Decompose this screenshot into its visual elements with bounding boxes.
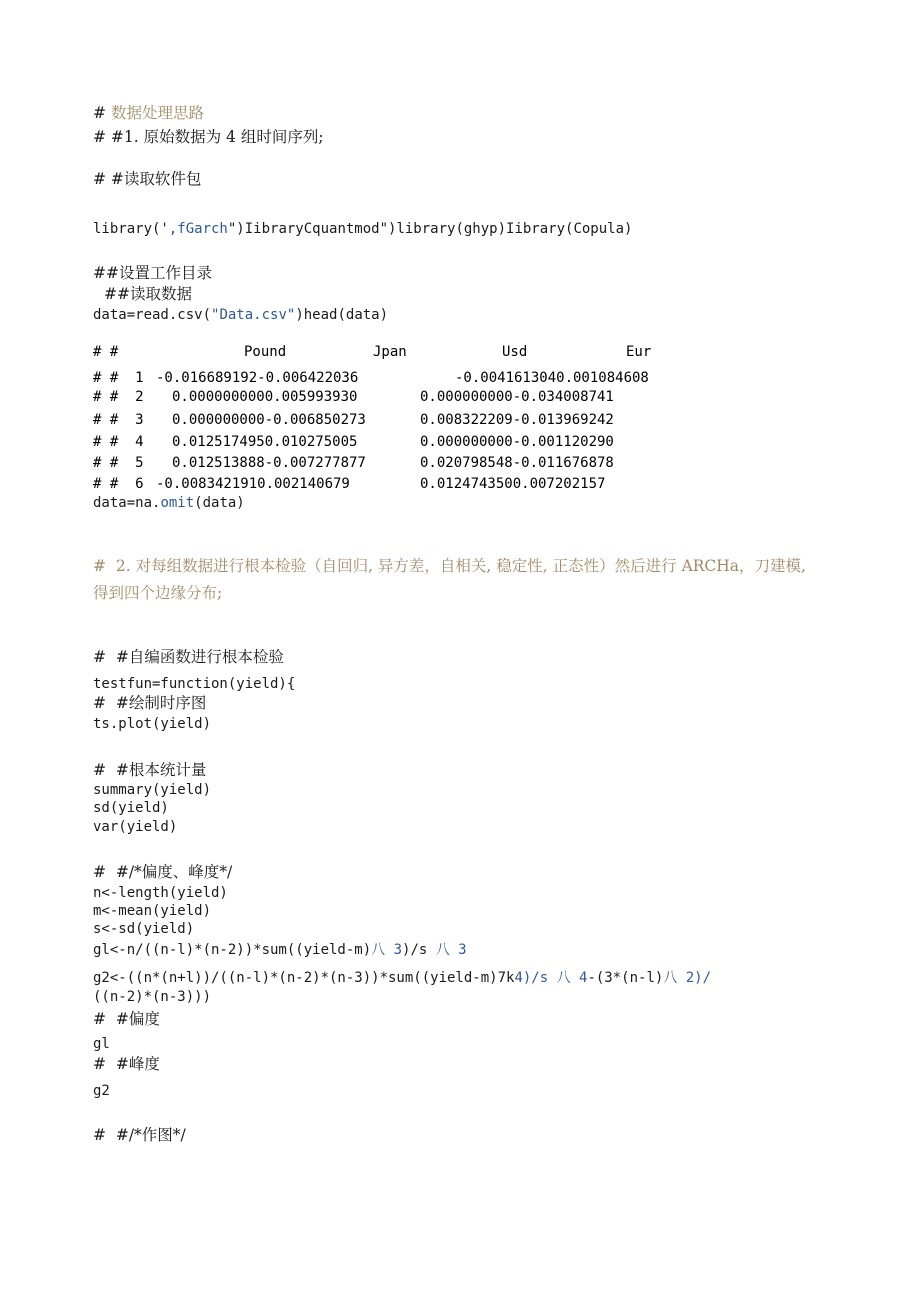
- hash-mark: #: [93, 557, 106, 575]
- code-power: 八 4: [556, 970, 588, 986]
- code-fragment: (data): [194, 495, 245, 511]
- row-prefix: # # 5: [93, 455, 144, 471]
- table-header-cell: Eur: [626, 344, 652, 360]
- code-g2: g2: [93, 1083, 110, 1099]
- comment-read-packages: # #读取软件包: [93, 170, 202, 188]
- code-fragment: )head(data): [295, 307, 389, 323]
- heading-text: 数据处理思路: [110, 104, 204, 122]
- table-row: [0, 476, 920, 494]
- table-header-cell: Pound: [244, 344, 287, 360]
- code-power: 八 2: [663, 970, 695, 986]
- table-row: [0, 370, 920, 388]
- code-fragment: library(': [93, 221, 169, 237]
- code-fragment: gl<-n/((n-l)*(n-2))*sum((yield-m): [93, 942, 372, 958]
- code-function: omit: [160, 495, 195, 511]
- code-power: 八 3: [435, 942, 467, 958]
- code-fragment: data=na.: [93, 495, 161, 511]
- code-na-omit: [93, 495, 245, 512]
- code-fragment: data=read.csv(: [93, 307, 212, 323]
- table-row: [0, 389, 920, 407]
- row-prefix: # # 6: [93, 476, 144, 492]
- table-header-cell: # #: [93, 344, 119, 360]
- code-power: 八 3: [371, 942, 403, 958]
- code-g2-formula: [93, 970, 711, 987]
- comment-skew-kurt: # #/*偏度、峰度*/: [93, 863, 233, 881]
- row-prefix: # # 1: [93, 370, 144, 386]
- row-prefix: # # 2: [93, 389, 144, 405]
- comment-skewness: # #偏度: [93, 1010, 160, 1028]
- comment-read-data: ##读取数据: [104, 285, 192, 303]
- code-length: n<-length(yield): [93, 885, 228, 901]
- section-text: 2. 对每组数据进行根本检验（自回归, 异方差，自相关, 稳定性, 正态性）然后进行 ARCHa，刀建模, 得到四个边缘分布;: [93, 557, 806, 603]
- heading-processing-idea: [93, 104, 204, 123]
- code-g2-denominator: ((n-2)*(n-3))): [93, 989, 212, 1005]
- comment-basic-stats: # #根本统计量: [93, 761, 207, 779]
- comment-raw-data: # #1. 原始数据为 4 组时间序列;: [93, 128, 324, 146]
- code-number: 4: [514, 970, 523, 986]
- table-row: [0, 455, 920, 473]
- table-header-cell: Jpan: [373, 344, 407, 360]
- row-values-a: -0.016689192-0.006422036: [156, 370, 359, 386]
- code-sd-assign: s<-sd(yield): [93, 921, 195, 937]
- code-fragment: )/: [694, 970, 712, 986]
- code-g1: gl: [93, 1036, 110, 1052]
- code-var: var(yield): [93, 819, 178, 835]
- row-values-b: 0.0124743500.007202157: [420, 476, 606, 492]
- code-fragment: )/s: [402, 942, 436, 958]
- code-fragment: -(3*(n-l): [587, 970, 664, 986]
- code-mean: m<-mean(yield): [93, 903, 212, 919]
- table-row: [0, 412, 920, 430]
- table-row: [0, 434, 920, 452]
- row-values-a: 0.000000000-0.006850273: [172, 412, 366, 428]
- code-ts-plot: ts.plot(yield): [93, 716, 212, 732]
- comment-set-workdir: ##设置工作目录: [93, 264, 212, 282]
- comment-plot-series: # #绘制时序图: [93, 694, 207, 712]
- table-header-cell: Usd: [502, 344, 528, 360]
- row-prefix: # # 3: [93, 412, 144, 428]
- row-values-b: 0.000000000-0.034008741: [420, 389, 614, 405]
- hash-mark: #: [93, 104, 106, 122]
- code-fragment: )/s: [522, 970, 557, 986]
- row-values-a: 0.0125174950.010275005: [172, 434, 358, 450]
- code-testfun: testfun=function(yield){: [93, 676, 296, 692]
- table-header-row: [0, 344, 920, 362]
- code-g1-formula: [93, 942, 467, 959]
- row-values-a: 0.012513888-0.007277877: [172, 455, 366, 471]
- section-root-tests: [93, 553, 823, 607]
- code-string: ,fGarch: [168, 221, 228, 237]
- comment-plotting: # #/*作图*/: [93, 1126, 186, 1144]
- code-summary: summary(yield): [93, 782, 212, 798]
- comment-kurtosis: # #峰度: [93, 1055, 160, 1073]
- code-fragment: g2<-((n*(n+l))/((n-l)*(n-2)*(n-3))*sum((yield-m)7k: [93, 970, 515, 986]
- row-values-b: 0.008322209-0.013969242: [420, 412, 614, 428]
- code-read-csv: [93, 307, 388, 324]
- code-string: "Data.csv": [211, 307, 296, 323]
- code-sd: sd(yield): [93, 800, 169, 816]
- code-fragment: ")IibraryCquantmod")library(ghyp)Iibrary(Copula): [227, 221, 633, 237]
- code-library-line: [93, 221, 632, 238]
- row-values-a: -0.0083421910.002140679: [156, 476, 350, 492]
- comment-self-function: # #自编函数进行根本检验: [93, 648, 284, 666]
- row-values-b: 0.020798548-0.011676878: [420, 455, 614, 471]
- row-values-b: -0.0041613040.001084608: [455, 370, 649, 386]
- row-values-a: 0.0000000000.005993930: [172, 389, 358, 405]
- row-values-b: 0.000000000-0.001120290: [420, 434, 614, 450]
- row-prefix: # # 4: [93, 434, 144, 450]
